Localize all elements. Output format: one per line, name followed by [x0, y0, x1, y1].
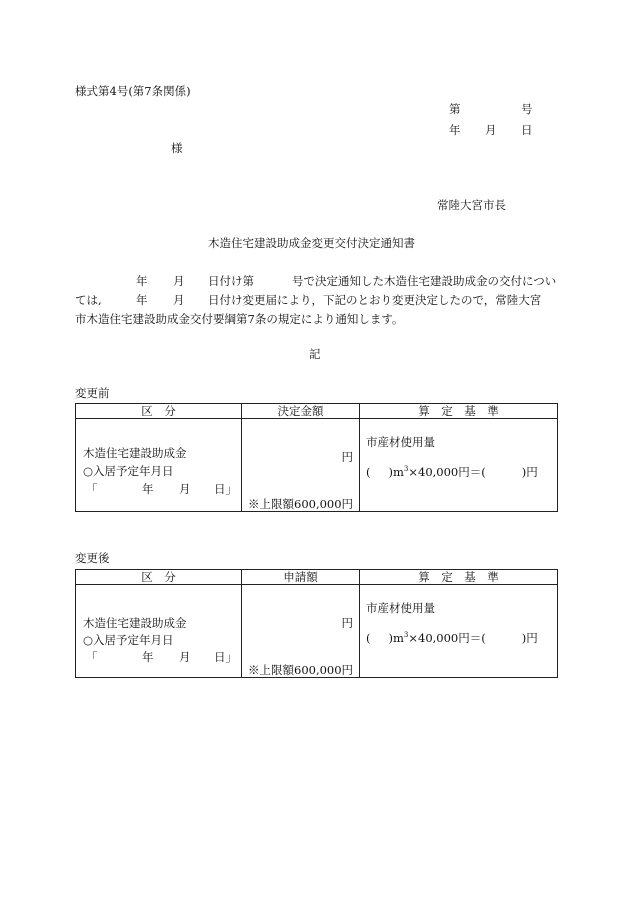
before-date-open: 「 [86, 482, 98, 496]
after-date-year: 年 [142, 650, 154, 664]
body-line2-start: ては, [75, 293, 102, 307]
doc-number-suffix: 号 [521, 102, 533, 116]
ki-heading: 記 [309, 347, 321, 361]
before-basis-formula: ( )$m^3\times 40,000$円＝( )円 [366, 465, 538, 479]
date-year: 年 [449, 123, 461, 137]
before-category-cell [76, 419, 242, 512]
before-date-month: 月 [179, 482, 191, 496]
before-header-category: 区 分 [76, 404, 242, 419]
body-line1-year: 年 [136, 274, 148, 288]
after-yen: 円 [341, 616, 353, 630]
body-line2-rest: 日付け変更届により，下記のとおり変更決定したので，常陸大宮 [208, 293, 542, 307]
before-basis-title: 市産材使用量 [366, 435, 435, 449]
date-day: 日 [521, 123, 533, 137]
body-line2-year: 年 [136, 293, 148, 307]
after-table [75, 569, 558, 678]
after-basis-formula: ( )$m^3\times 40,000$円＝( )円 [366, 631, 538, 645]
after-label: 変更後 [75, 551, 110, 565]
sender-name: 常陸大宮市長 [437, 198, 506, 212]
body-line1-day: 日付け第 [208, 274, 254, 288]
after-item-name: 木造住宅建設助成金 [83, 616, 187, 630]
before-yen: 円 [341, 450, 353, 464]
document-title: 木造住宅建設助成金変更交付決定通知書 [208, 236, 415, 250]
before-date-day: 日」 [214, 482, 237, 496]
date-month: 月 [485, 123, 497, 137]
before-basis-cell [360, 419, 558, 512]
body-line3: 市木造住宅建設助成金交付要綱第7条の規定により通知します。 [75, 312, 404, 326]
after-date-day: 日」 [214, 650, 237, 664]
after-category-cell [76, 585, 242, 678]
after-basis-cell [360, 585, 558, 678]
after-move-in-label: ○入居予定年月日 [83, 633, 174, 647]
before-date-year: 年 [142, 482, 154, 496]
before-header-amount: 決定金額 [242, 404, 360, 419]
body-line1-month: 月 [173, 274, 185, 288]
after-header-basis: 算 定 基 準 [360, 570, 558, 585]
after-header-amount: 申請額 [242, 570, 360, 585]
recipient-suffix: 様 [171, 141, 183, 155]
form-number: 様式第4号(第7条関係) [75, 84, 191, 98]
body-line1-rest: 号で決定通知した木造住宅建設助成金の交付につい [292, 274, 557, 288]
before-table [75, 403, 558, 512]
doc-number-prefix: 第 [449, 102, 461, 116]
before-move-in-label: ○入居予定年月日 [83, 464, 174, 478]
after-header-category: 区 分 [76, 570, 242, 585]
after-limit: ※上限額600,000円 [248, 663, 354, 677]
after-date-open: 「 [86, 650, 98, 664]
before-item-name: 木造住宅建設助成金 [83, 446, 187, 460]
after-basis-title: 市産材使用量 [366, 601, 435, 615]
after-date-month: 月 [179, 650, 191, 664]
before-label: 変更前 [75, 386, 110, 400]
body-line2-month: 月 [173, 293, 185, 307]
after-amount-cell [242, 585, 360, 678]
before-amount-cell [242, 419, 360, 512]
before-limit: ※上限額600,000円 [248, 497, 354, 511]
before-header-basis: 算 定 基 準 [360, 404, 558, 419]
